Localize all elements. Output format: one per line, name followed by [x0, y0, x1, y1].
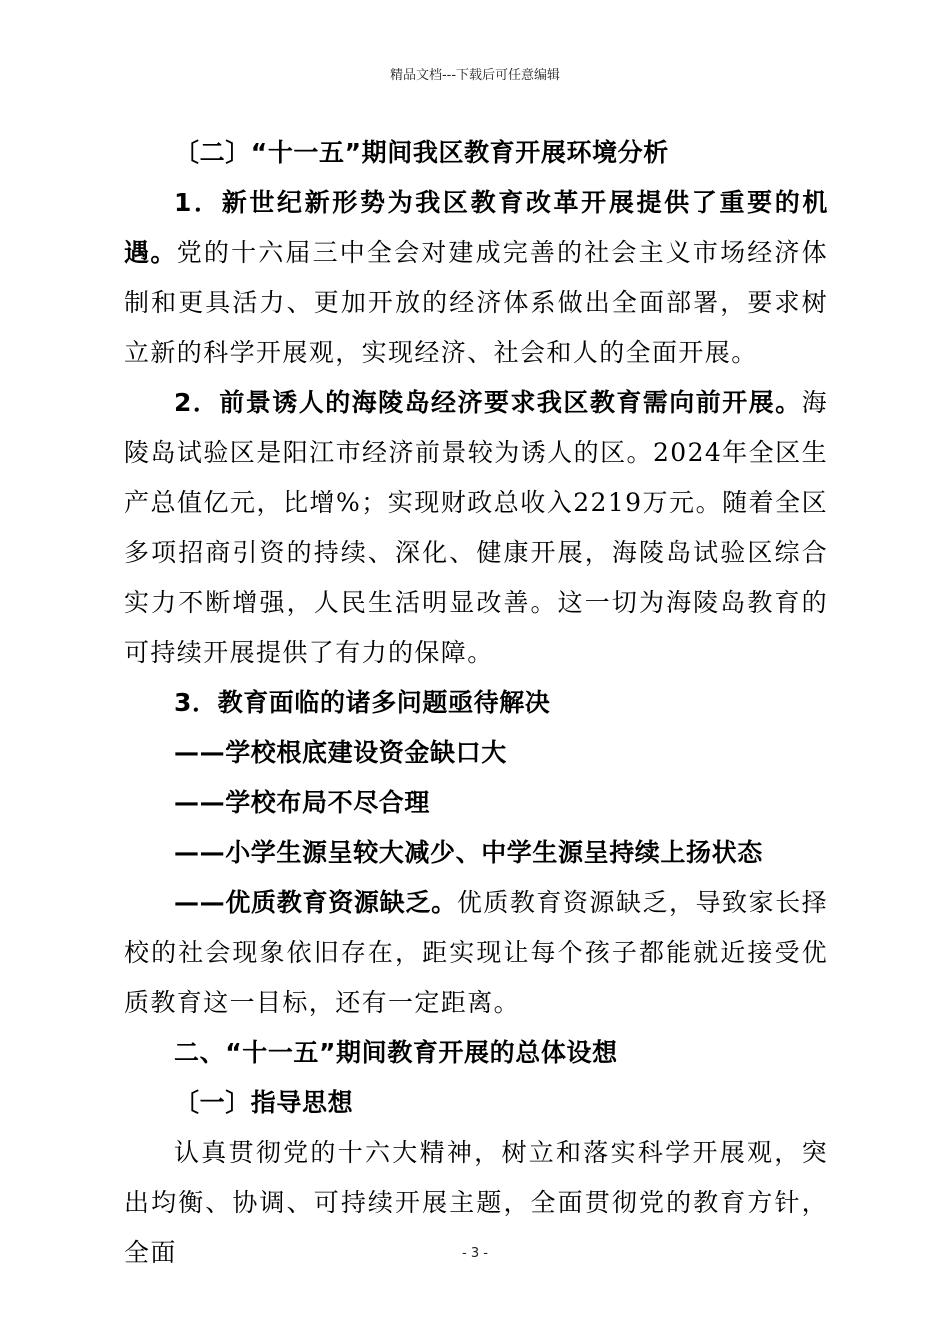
- issue-item-enrollment: ——小学生源呈较大减少、中学生源呈持续上扬状态: [174, 838, 763, 867]
- paragraph-guiding-thought: 认真贯彻党的十六大精神，树立和落实科学开展观，突出均衡、协调、可持续开展主题，全面贯彻党的教育方针，全面: [124, 1138, 828, 1267]
- paragraph-economy-text: 海陵岛试验区是阳江市经济前景较为诱人的区。2024年全区生产总值亿元，比增%；实现财政总收入2219万元。随着全区多项招商引资的持续、深化、健康开展，海陵岛试验区综合实力不断增强，人民生活明显改善。这一切为海陵岛教育的可持续开展提供了有力的保障。: [124, 388, 828, 667]
- issue-item-funding: ——学校根底建设资金缺口大: [174, 738, 507, 767]
- document-body: [124, 128, 828, 1278]
- paragraph-opportunity-text: 党的十六届三中全会对建成完善的社会主义市场经济体制和更具活力、更加开放的经济体系做出全面部署，要求树立新的科学开展观，实现经济、社会和人的全面开展。: [124, 238, 829, 367]
- subsection-heading-guiding-thought: 〔一〕指导思想: [174, 1088, 354, 1117]
- issue-item-quality-lead: ——优质教育资源缺乏。: [174, 888, 457, 917]
- issue-item-layout: ——学校布局不尽合理: [174, 788, 431, 817]
- paragraph-economy-lead: 2．前景诱人的海陵岛经济要求我区教育需向前开展。: [174, 388, 802, 417]
- page-header: 精品文档---下载后可任意编辑: [389, 68, 561, 83]
- issue-item-quality: [124, 878, 828, 1028]
- section-heading-overall-plan: 二、“十一五”期间教育开展的总体设想: [174, 1038, 618, 1067]
- page-number: - 3 -: [462, 1246, 488, 1261]
- paragraph-problems-heading: 3．教育面临的诸多问题亟待解决: [174, 688, 551, 717]
- paragraph-opportunity-lead: 1．新世纪新形势为我区教育改革开展提供了重要的机遇。: [124, 188, 828, 267]
- paragraph-economy: [124, 378, 828, 678]
- issue-item-quality-text: 优质教育资源缺乏，导致家长择校的社会现象依旧存在，距实现让每个孩子都能就近接受优质教育这一目标，还有一定距离。: [124, 888, 828, 1017]
- section-heading-environment: 〔二〕“十一五”期间我区教育开展环境分析: [174, 138, 669, 167]
- paragraph-opportunity: [124, 178, 828, 378]
